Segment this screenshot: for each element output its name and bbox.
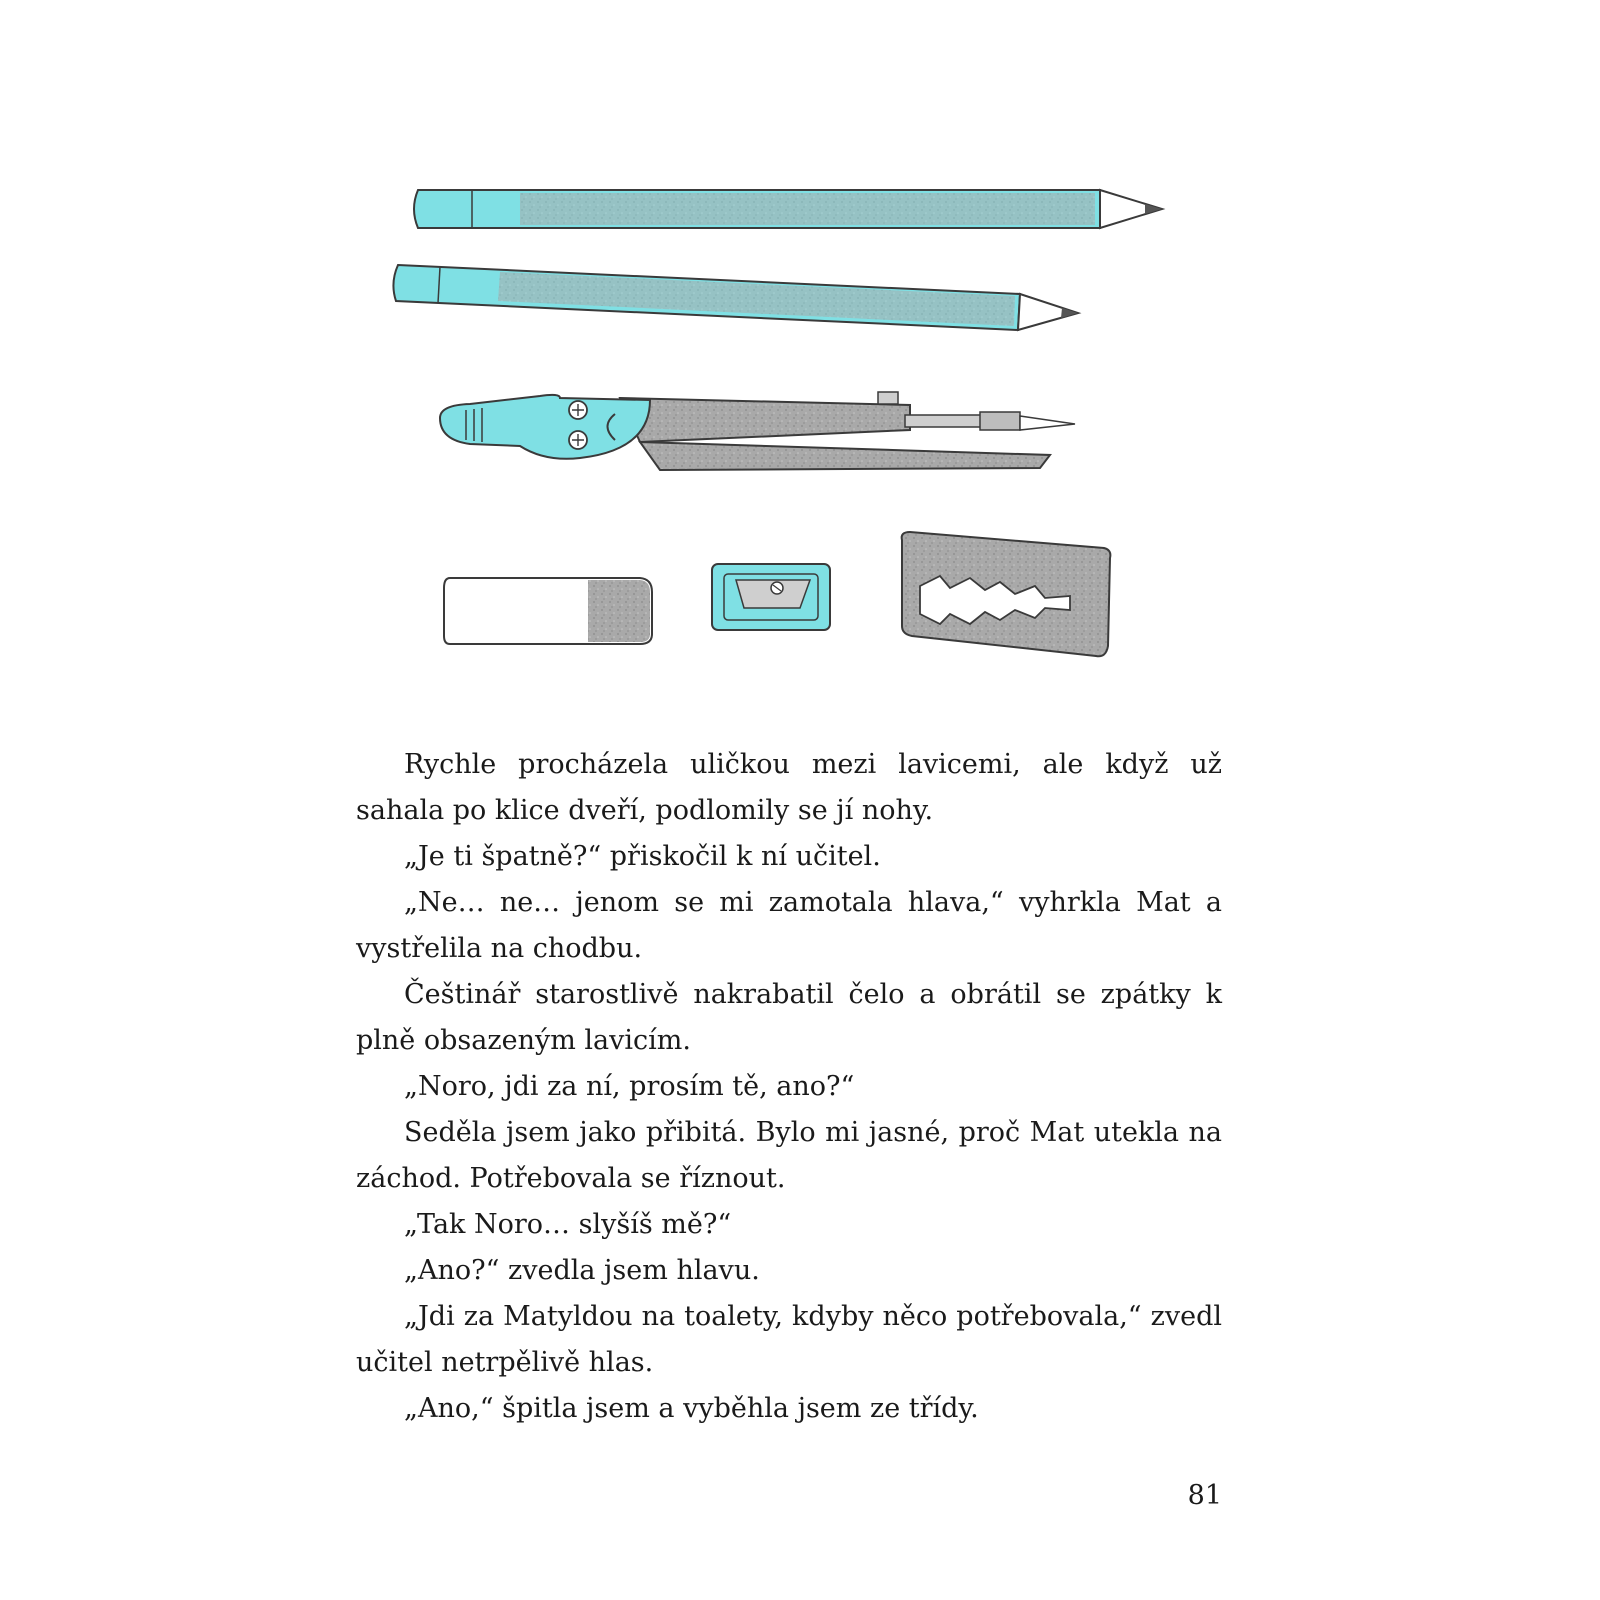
eraser-icon	[444, 578, 652, 644]
paragraph: „Noro, jdi za ní, prosím tě, ano?“	[404, 1071, 855, 1102]
school-supplies-illustration	[0, 0, 1600, 700]
paragraph: „Ne… ne… jenom se mi zamotala hlava,“ vyhrkla Mat a vystřelila na chodbu.	[356, 887, 1222, 964]
razor-blade-icon	[902, 532, 1111, 656]
paragraph: Rychle procházela uličkou mezi lavicemi, ale když už sahala po klice dveří, podlomily se jí nohy.	[356, 749, 1222, 826]
paragraph: Češtinář starostlivě nakrabatil čelo a obrátil se zpátky k plně obsazeným lavicím.	[356, 979, 1222, 1056]
body-text	[356, 742, 1222, 1432]
pencil-icon	[393, 265, 1078, 330]
page-number: 81	[1187, 1480, 1222, 1511]
sharpener-icon	[712, 564, 830, 630]
pencil-icon	[414, 190, 1162, 228]
compass-icon	[440, 392, 1075, 470]
paragraph: „Ano?“ zvedla jsem hlavu.	[404, 1255, 760, 1286]
paragraph: „Ano,“ špitla jsem a vyběhla jsem ze třídy.	[404, 1393, 979, 1424]
paragraph: „Tak Noro… slyšíš mě?“	[404, 1209, 732, 1240]
paragraph: „Jdi za Matyldou na toalety, kdyby něco potřebovala,“ zvedl učitel netrpělivě hlas.	[356, 1301, 1222, 1378]
paragraph: „Je ti špatně?“ přiskočil k ní učitel.	[404, 841, 881, 872]
paragraph: Seděla jsem jako přibitá. Bylo mi jasné, proč Mat utekla na záchod. Potřebovala se říznout.	[356, 1117, 1222, 1194]
